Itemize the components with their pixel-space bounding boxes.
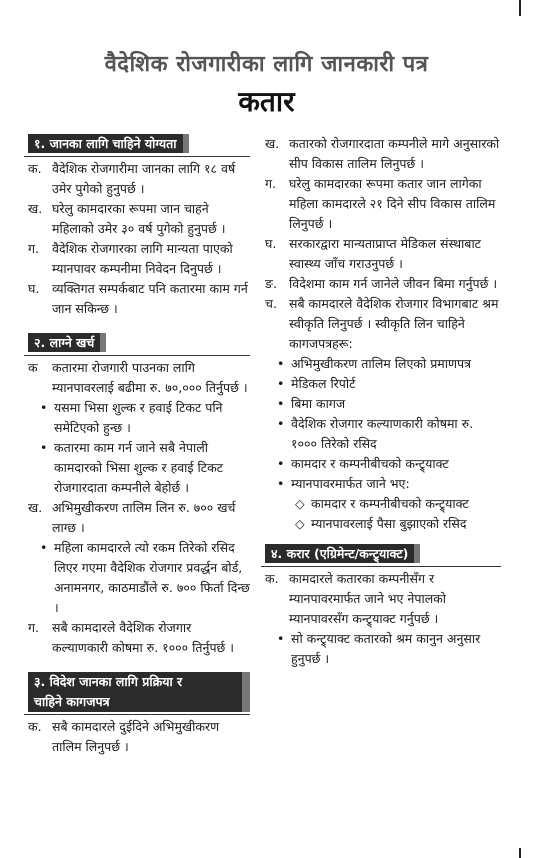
item-label: ग. [28,620,40,635]
divider [24,714,250,715]
sub-document-item [295,494,501,514]
list-item [265,234,501,274]
document-item [277,374,501,394]
section-4 [265,544,501,669]
document-text: वैदेशिक रोजगार कल्याणकारी कोषमा रु. १००० तिरेको रसिद [291,416,474,451]
item-text: सबै कामदारले वैदेशिक रोजगार विभागबाट श्रम स्वीकृति लिनुपर्छ । स्वीकृति लिन चाहिने कागजपत्रहरू: [289,296,499,351]
bullet-icon: • [277,376,285,391]
bullet-text: यसमा भिसा शुल्क र हवाई टिकट पनि समेटिएको हुन्छ । [54,400,223,435]
section-1-heading: १. जानका लागि चाहिने योग्यता [28,134,189,153]
spacer [28,658,250,672]
item-text: कतारमा रोजगारी पाउनका लागि म्यानपावरलाई बढीमा रु. ७०,००० तिर्नुपर्छ । [52,360,248,395]
bullet-icon: • [277,416,285,431]
bullet-icon: • [40,540,48,555]
bullet-text: कतारमा काम गर्न जाने सबै नेपाली कामदारको भिसा शुल्क र हवाई टिकट रोजगारदाता कम्पनीले बेहोर्छ । [54,440,223,495]
item-label: ख. [28,500,43,515]
right-column [265,134,501,669]
divider [24,156,250,157]
item-text: विदेशमा काम गर्न जानेले जीवन बिमा गर्नुपर्छ । [289,276,498,291]
bullet-icon: • [277,476,285,491]
country-title: कतार [238,85,295,118]
list-item [28,279,250,319]
bullet-icon: • [277,356,285,371]
item-text: कतारको रोजगारदाता कम्पनीले मागे अनुसारको सीप विकास तालिम लिनुपर्छ । [289,136,500,171]
list-item [28,618,250,658]
item-text: वैदेशिक रोजगारका लागि मान्यता पाएको म्यानपावर कम्पनीमा निवेदन दिनुपर्छ । [52,241,233,276]
spacer [265,534,501,544]
item-label: घ. [265,236,277,251]
item-text: सबै कामदारले वैदेशिक रोजगार कल्याणकारी कोषमा रु. १००० तिर्नुपर्छ । [52,620,235,655]
item-text: वैदेशिक रोजगारीमा जानका लागि १८ वर्ष उमेर पुगेको हुनुपर्छ । [52,161,236,196]
document-text: मेडिकल रिपोर्ट [291,376,356,391]
document-text: म्यानपावरमार्फत जाने भए: [291,476,410,491]
document-text: कामदार र कम्पनीबीचको कन्ट्र्याक्ट [291,456,449,471]
item-label: ग. [265,176,277,191]
diamond-icon: ◇ [295,496,305,511]
document-item [277,394,501,414]
document-text: अभिमुखीकरण तालिम लिएको प्रमाणपत्र [291,356,472,371]
document-text: बिमा कागज [291,396,346,411]
spacer [28,319,250,333]
list-item [265,274,501,294]
list-item [265,569,501,629]
item-text: सरकारद्वारा मान्यताप्राप्त मेडिकल संस्थाबाट स्वास्थ्य जाँच गराउनुपर्छ । [289,236,481,271]
section-4-heading: ४. करार (एग्रिमेन्ट/कन्ट्र्याक्ट) [265,544,420,563]
bullet-item [40,398,250,438]
list-item [28,199,250,239]
bullet-item [40,538,250,618]
item-text: सबै कामदारले दुईदिने अभिमुखीकरण तालिम लिनुपर्छ । [52,719,220,754]
item-label: क [28,360,38,375]
corner-mark-bottom-right [519,848,521,858]
bullet-icon: • [277,631,285,646]
bullet-icon: • [40,440,48,455]
item-label: ङ. [265,276,277,291]
diamond-icon: ◇ [295,516,305,531]
item-text: अभिमुखीकरण तालिम लिन रु. ७०० खर्च लाग्छ । [52,500,236,535]
item-text: घरेलु कामदारका रूपमा जान चाहने महिलाको उमेर ३० वर्ष पुगेको हुनुपर्छ । [52,201,226,236]
item-text: कामदारले कतारका कम्पनीसँग र म्यानपावरमार्फत जाने भए नेपालको म्यानपावरसँग कन्ट्र्याक्ट गर्नुपर्छ । [289,571,447,626]
section-2 [28,333,250,658]
divider [24,355,250,356]
item-label: ग. [28,241,40,256]
section-1 [28,134,250,319]
left-column [28,134,250,757]
item-text: व्यक्तिगत सम्पर्कबाट पनि कतारमा काम गर्न जान सकिन्छ । [52,281,248,316]
bullet-text: सो कन्ट्र्याक्ट कतारको श्रम कानुन अनुसार हुनुपर्छ । [291,631,481,666]
bullet-icon: • [277,396,285,411]
list-item [28,717,250,757]
list-item [265,174,501,234]
item-label: क. [28,719,42,734]
section-3-heading [28,672,250,712]
bullet-item [277,629,501,669]
document-item [277,414,501,454]
document-item [277,354,501,374]
sub-document-text: कामदार र कम्पनीबीचको कन्ट्र्याक्ट [311,496,469,511]
section-3-heading-line-1: ३. विदेश जानका लागि प्रक्रिया र [34,674,183,689]
sub-document-text: म्यानपावरलाई पैसा बुझाएको रसिद [311,516,467,531]
item-label: क. [28,161,42,176]
list-item [265,294,501,354]
item-label: ख. [28,201,43,216]
item-label: च. [265,296,277,311]
sub-document-item [295,514,501,534]
bullet-icon: • [277,456,285,471]
list-item [28,239,250,279]
document-item [277,454,501,474]
section-2-heading: २. लाग्ने खर्च [28,333,106,352]
document-item [277,474,501,494]
item-label: ख. [265,136,280,151]
item-text: घरेलु कामदारका रूपमा कतार जान लागेका महिला कामदारले २१ दिने सीप विकास तालिम लिनुपर्छ । [289,176,496,231]
page-title: वैदेशिक रोजगारीका लागि जानकारी पत्र [104,52,429,77]
list-item [28,159,250,199]
list-item [28,358,250,398]
item-label: घ. [28,281,40,296]
corner-mark-top-right [519,0,521,16]
section-3 [28,672,250,757]
divider [261,566,501,567]
list-item [28,498,250,538]
list-item [265,134,501,174]
bullet-icon: • [40,400,48,415]
section-3-heading-line-2: चाहिने कागजपत्र [34,694,110,709]
bullet-item [40,438,250,498]
item-label: क. [265,571,279,586]
bullet-text: महिला कामदारले त्यो रकम तिरेको रसिद लिएर गएमा वैदेशिक रोजगार प्रवर्द्धन बोर्ड, अनामनगर, काठमाडौंले रु. ७०० फिर्ता दिन्छ । [54,540,250,615]
